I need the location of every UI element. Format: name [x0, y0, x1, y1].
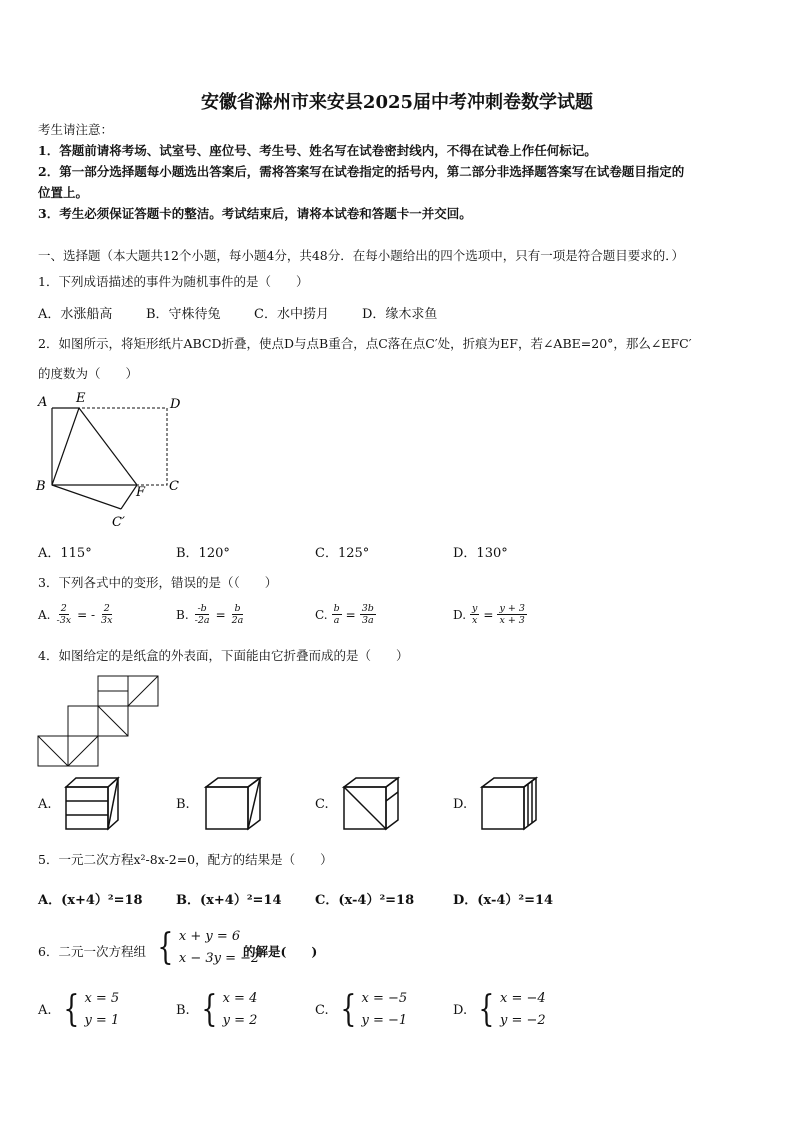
q2-stem-line2: 的度数为（ ）: [38, 366, 139, 381]
net-face-mid-left: [68, 706, 98, 736]
label-e: E: [76, 391, 86, 406]
y-value: y = −2: [500, 1013, 546, 1028]
q6-equation-2: x − 3y = −2: [178, 951, 260, 966]
q6-option-a[interactable]: [38, 988, 119, 1032]
q6-b-label: B.: [176, 1002, 190, 1018]
q3-b-right-fraction: [230, 603, 246, 626]
q5-stem: 5．一元二次方程x²-8x-2=0，配方的结果是（ ）: [38, 852, 333, 867]
notice-item-2-cont: 位置上。: [38, 185, 89, 200]
label-a: A: [38, 395, 48, 410]
q6-suffix: 的解是( ): [243, 944, 318, 959]
brace-icon: {: [62, 989, 80, 1030]
q3-b-left-fraction: [193, 603, 212, 626]
cube-front-face: [66, 787, 108, 829]
label-c: C: [169, 479, 179, 494]
q4-option-b-cube[interactable]: [202, 775, 264, 833]
page-title: 安徽省滁州市来安县2025届中考冲刺卷数学试题: [200, 92, 594, 113]
edge-be: [52, 408, 79, 485]
net-diagonal-4: [68, 736, 98, 766]
q5-option-b[interactable]: B．(x+4）²=14: [176, 893, 282, 908]
notice-item-2: 2．第一部分选择题每小题选出答案后，需将答案写在试卷指定的括号内，第二部分非选择题答案写在试卷题目指定的: [38, 164, 685, 179]
q1-stem: 1．下列成语描述的事件为随机事件的是（ ）: [38, 274, 309, 289]
q6-option-d[interactable]: [453, 988, 546, 1032]
label-d: D: [170, 397, 181, 412]
x-value: x = −4: [500, 991, 546, 1006]
q4-option-d-cube[interactable]: [478, 775, 540, 833]
q2-stem-line1: 2．如图所示，将矩形纸片ABCD折叠，使点D与点B重合，点C落在点C′处，折痕为EF，若∠ABE=20°，那么∠EFC′: [38, 336, 692, 351]
q6-option-c[interactable]: [315, 988, 407, 1032]
q6-a-label: A.: [38, 1002, 52, 1018]
cube-top-face: [206, 778, 260, 787]
q1-option-b[interactable]: B．守株待兔: [146, 307, 221, 322]
label-b: B: [36, 479, 46, 494]
q3-option-d[interactable]: [453, 603, 527, 626]
denominator: x: [472, 615, 478, 626]
brace-icon: {: [340, 989, 357, 1030]
notice-item-3: 3．考生必须保证答题卡的整洁。考试结束后，请将本试卷和答题卡一并交回。: [38, 206, 472, 221]
denominator: 3a: [361, 615, 374, 626]
q2-option-b[interactable]: B．120°: [176, 546, 230, 561]
q3-c-right-fraction: [360, 603, 376, 626]
q3-d-right-fraction: [497, 603, 526, 626]
q1-option-c[interactable]: C．水中捞月: [254, 307, 329, 322]
denominator: -3x: [56, 615, 72, 626]
numerator: -b: [197, 603, 207, 614]
x-value: x = 5: [84, 991, 120, 1006]
operator: =: [215, 607, 226, 622]
y-value: y = 1: [84, 1013, 120, 1028]
numerator: y: [472, 603, 478, 614]
q2-option-c[interactable]: C．125°: [315, 546, 370, 561]
q6-equation-1: x + y = 6: [178, 929, 241, 944]
x-value: x = −5: [361, 991, 408, 1006]
net-diagonal-3: [38, 736, 68, 766]
q2-option-a[interactable]: A．115°: [38, 546, 92, 561]
cube-front-face: [482, 787, 524, 829]
q4-box-net-figure: [36, 674, 166, 769]
q2-rectangle-fold-figure: [30, 388, 200, 533]
denominator: x + 3: [499, 615, 525, 626]
operator: =: [483, 607, 494, 622]
q5-option-c[interactable]: C．(x-4）²=18: [315, 893, 415, 908]
q6-c-label: C.: [315, 1002, 329, 1018]
cube-front-face: [206, 787, 248, 829]
denominator: 3x: [101, 615, 113, 626]
q3-a-right-fraction: [99, 603, 114, 626]
edge-bcp: [52, 485, 121, 509]
label-c-prime: C′: [112, 515, 125, 530]
brace-icon: {: [201, 989, 218, 1030]
numerator: y + 3: [499, 603, 525, 614]
q3-option-b[interactable]: [176, 603, 245, 626]
net-diagonal-1: [128, 676, 158, 706]
brace-icon: {: [478, 989, 495, 1030]
cube-side-face: [386, 778, 398, 829]
q6-d-label: D.: [453, 1002, 468, 1018]
q6-option-b[interactable]: [176, 988, 257, 1032]
q4-option-c-label[interactable]: C.: [315, 797, 329, 812]
q3-option-c[interactable]: [315, 603, 376, 626]
notice-item-1: 1．答题前请将考场、试室号、座位号、考生号、姓名写在试卷密封线内，不得在试卷上作任何标记。: [38, 143, 597, 158]
q3-a-left-fraction: [54, 603, 73, 626]
dashed-rectangle: [52, 408, 167, 485]
y-value: y = 2: [222, 1013, 258, 1028]
q2-option-d[interactable]: D．130°: [453, 546, 508, 561]
edge-fcp: [121, 485, 137, 509]
denominator: -2a: [194, 615, 210, 626]
numerator: b: [234, 603, 241, 614]
operator: = -: [77, 607, 96, 622]
q3-option-a[interactable]: [38, 603, 114, 626]
label-f: F: [136, 485, 146, 500]
q3-stem: 3．下列各式中的变形，错误的是（（ ）: [38, 575, 278, 590]
denominator: 2a: [231, 615, 244, 626]
q4-option-c-cube[interactable]: [340, 775, 402, 833]
q4-option-a-cube[interactable]: [62, 775, 122, 833]
numerator: b: [333, 603, 340, 614]
q6-prefix: 6．二元一次方程组: [38, 944, 146, 959]
cube-top-face: [344, 778, 398, 787]
q5-option-a[interactable]: A．(x+4）²=18: [38, 893, 143, 908]
q3-c-left-fraction: [332, 603, 342, 626]
q5-option-d[interactable]: D．(x-4）²=14: [453, 893, 554, 908]
q3-d-left-fraction: [470, 603, 479, 626]
q4-option-b-label[interactable]: B.: [176, 797, 190, 812]
x-value: x = 4: [222, 991, 258, 1006]
numerator: 2: [103, 603, 110, 614]
q3-d-label: D.: [453, 607, 467, 622]
operator: =: [345, 607, 356, 622]
q3-b-label: B.: [176, 607, 189, 622]
q3-c-label: C.: [315, 607, 328, 622]
q1-option-a[interactable]: A．水涨船高: [38, 307, 113, 322]
cube-front-diagonal: [344, 787, 386, 829]
net-diagonal-2: [98, 706, 128, 736]
denominator: a: [333, 615, 340, 626]
q4-option-a-label[interactable]: A.: [38, 797, 52, 812]
q4-option-d-label[interactable]: D.: [453, 797, 468, 812]
cube-top-diagonal: [524, 778, 536, 787]
q4-stem: 4．如图给定的是纸盒的外表面，下面能由它折叠而成的是（ ）: [38, 648, 409, 663]
section-heading: 一、选择题（本大题共12个小题，每小题4分，共48分．在每小题给出的四个选项中，只有一项是符合题目要求的．）: [38, 248, 685, 263]
fold-line-ef: [79, 408, 137, 485]
notice-heading: 考生请注意：: [38, 122, 114, 137]
y-value: y = −1: [361, 1013, 408, 1028]
q3-a-label: A.: [38, 607, 51, 622]
brace-icon: {: [157, 927, 174, 968]
numerator: 3b: [361, 603, 374, 614]
q1-option-d[interactable]: D．缘木求鱼: [362, 307, 438, 322]
numerator: 2: [60, 603, 67, 614]
cube-side-stripe: [386, 792, 398, 801]
